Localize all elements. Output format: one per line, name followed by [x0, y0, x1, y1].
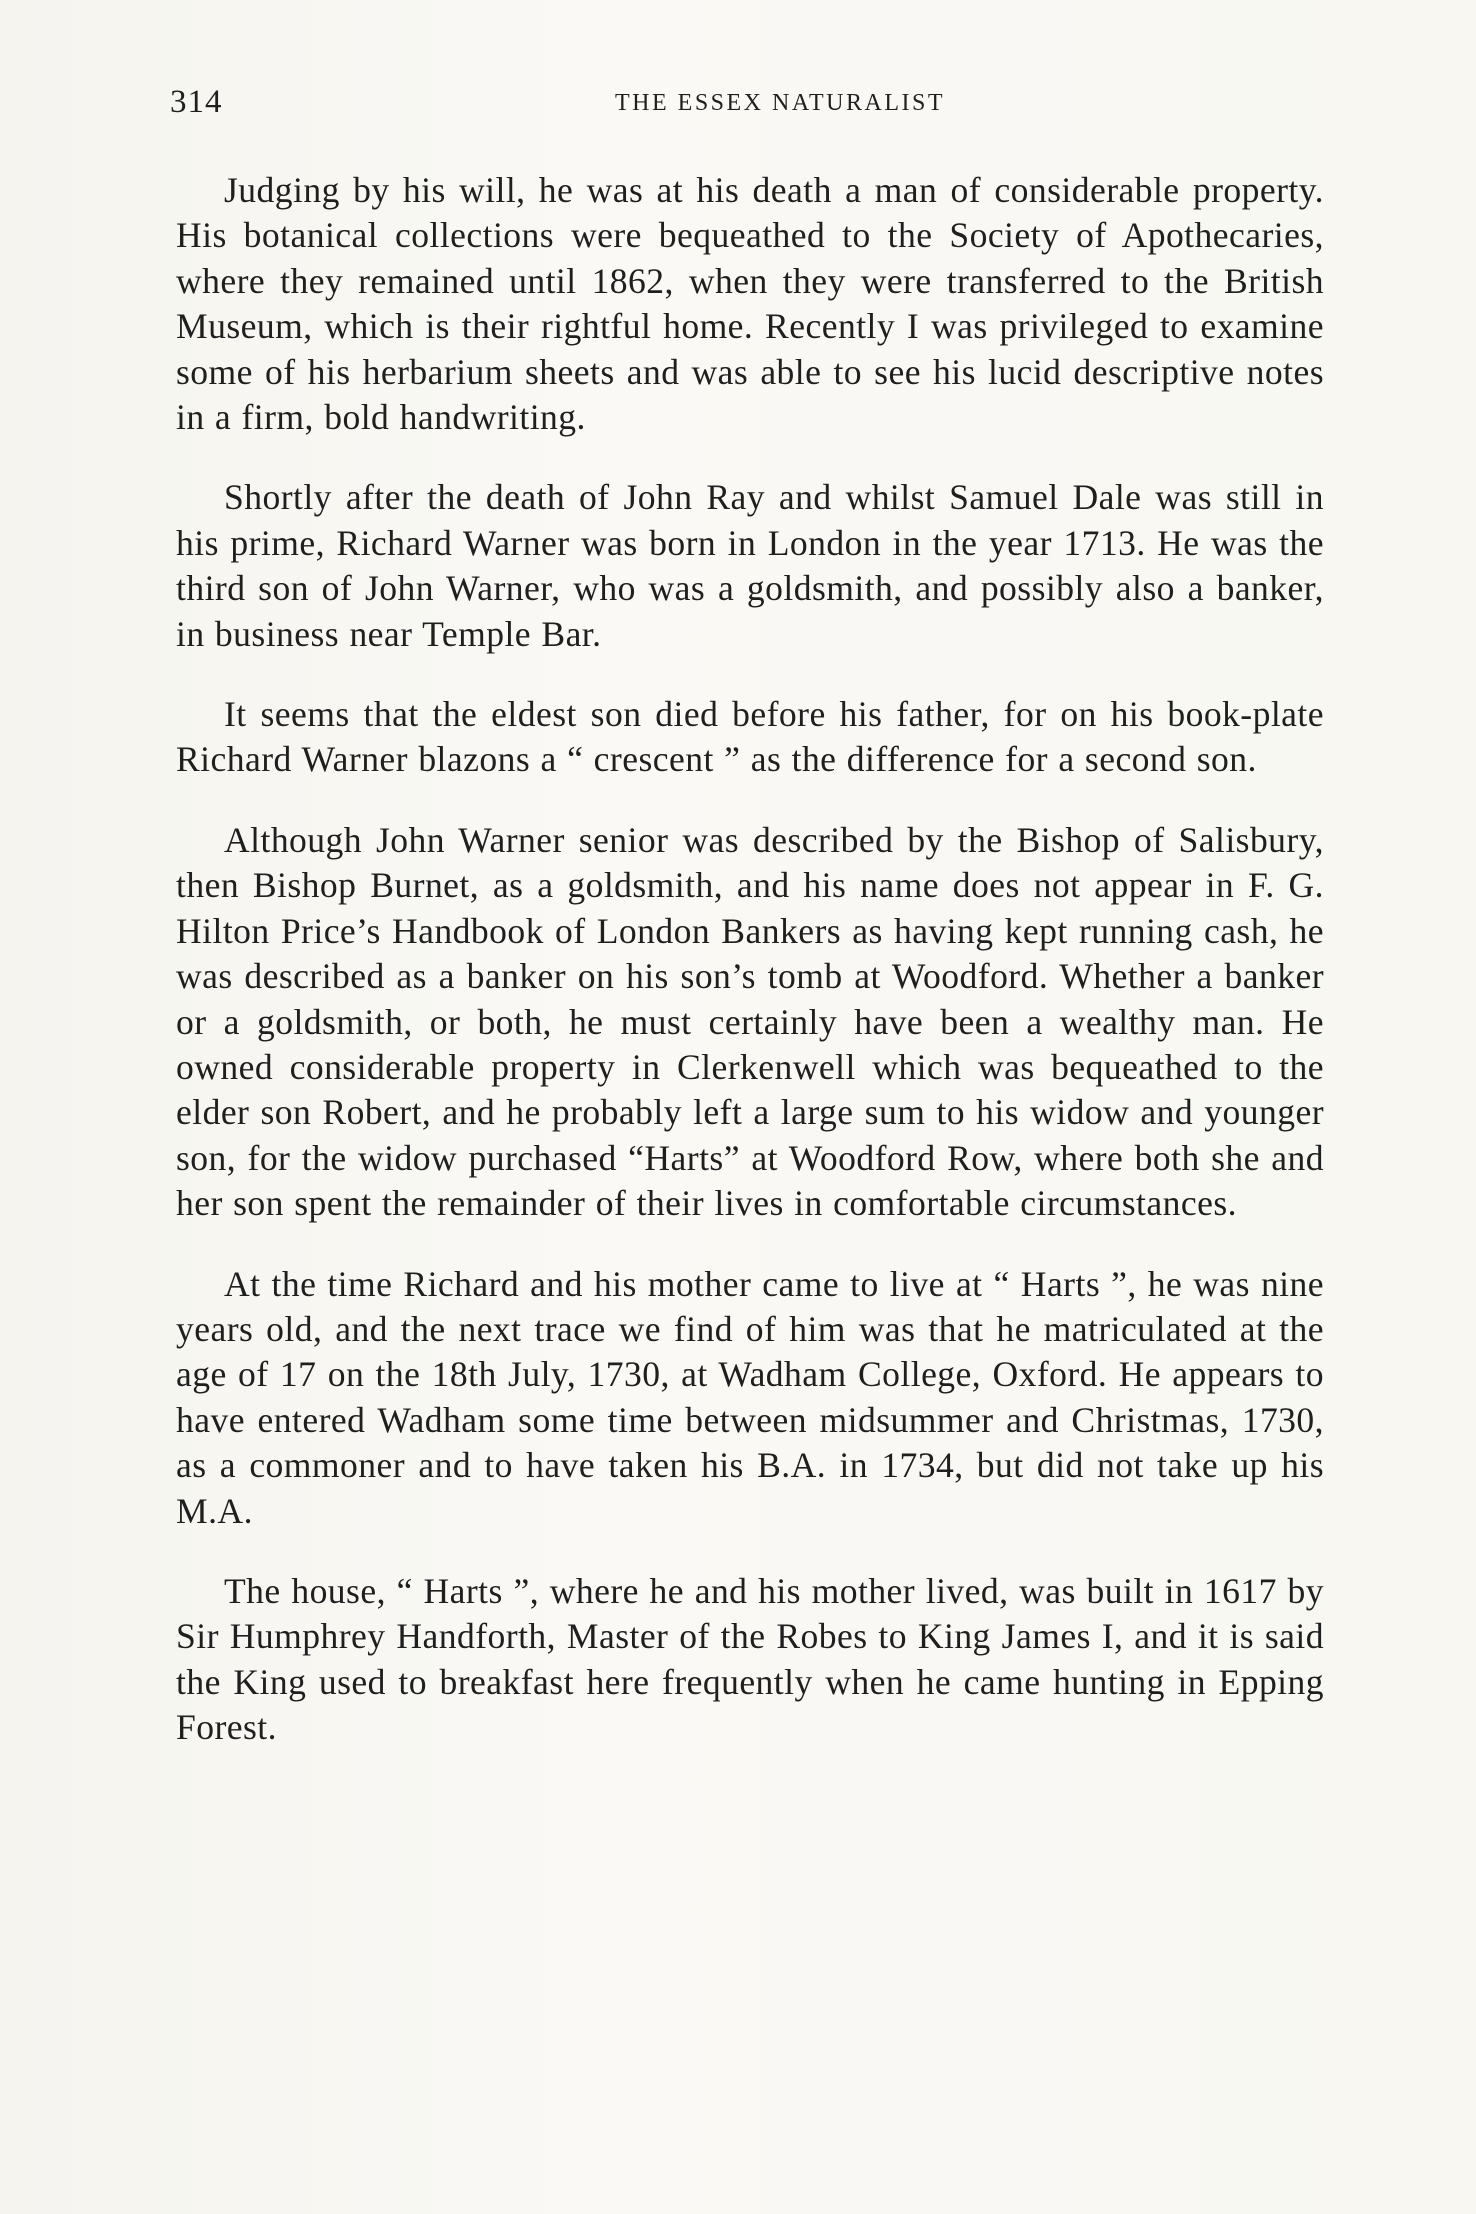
page-number: 314 — [170, 84, 223, 120]
paragraph-birth: Shortly after the death of John Ray and whilst Samuel Dale was still in his prime, Richard Warner was born in London in the year 1713. He was the third son of John Warner, who was a goldsmith, and possibly also a banker, in business near Temple Bar. — [176, 477, 1324, 654]
running-head — [170, 84, 1330, 124]
paragraph-will: Judging by his will, he was at his death a man of considerable property. His botanical collections were bequeathed to the Society of Apothecaries, where they remained until 1862, when they were transferred to the British Museum, which is their rightful home. Recently I was privileged to examine some of his herbarium sheets and was able to see his lucid descriptive notes in a firm, bold handwriting. — [176, 170, 1324, 438]
journal-title: THE ESSEX NATURALIST — [615, 90, 945, 116]
paragraph-john-warner: Although John Warner senior was described by the Bishop of Salisbury, then Bishop Burnet, as a goldsmith, and his name does not appear in F. G. Hilton Price’s Handbook of London Bankers as having kept running cash, he was described as a banker on his son’s tomb at Woodford. Whether a banker or a goldsmith, or both, he must certainly have been a wealthy man. He owned considerable property in Clerkenwell which was bequeathed to the elder son Robert, and he probably left a large sum to his widow and younger son, for the widow purchased “Harts” at Woodford Row, where both she and her son spent the remainder of their lives in comfortable circumstances. — [176, 819, 1324, 1224]
paragraph-house: The house, “ Harts ”, where he and his mother lived, was built in 1617 by Sir Humphrey Handforth, Master of the Robes to King James I, and it is said the King used to breakfast here frequently when he came hunting in Epping Forest. — [176, 1570, 1324, 1748]
paragraph-harts-oxford: At the time Richard and his mother came to live at “ Harts ”, he was nine years old, and the next trace we find of him was that he matriculated at the age of 17 on the 18th July, 1730, at Wadham College, Oxford. He appears to have entered Wadham some time between midsummer and Christmas, 1730, as a commoner and to have taken his B.A. in 1734, but did not take up his M.A. — [176, 1263, 1324, 1531]
paragraph-book-plate: It seems that the eldest son died before his father, for on his book-plate Richard Warner blazons a “ crescent ” as the difference for a second son. — [176, 694, 1324, 780]
body-text — [176, 168, 1324, 1751]
